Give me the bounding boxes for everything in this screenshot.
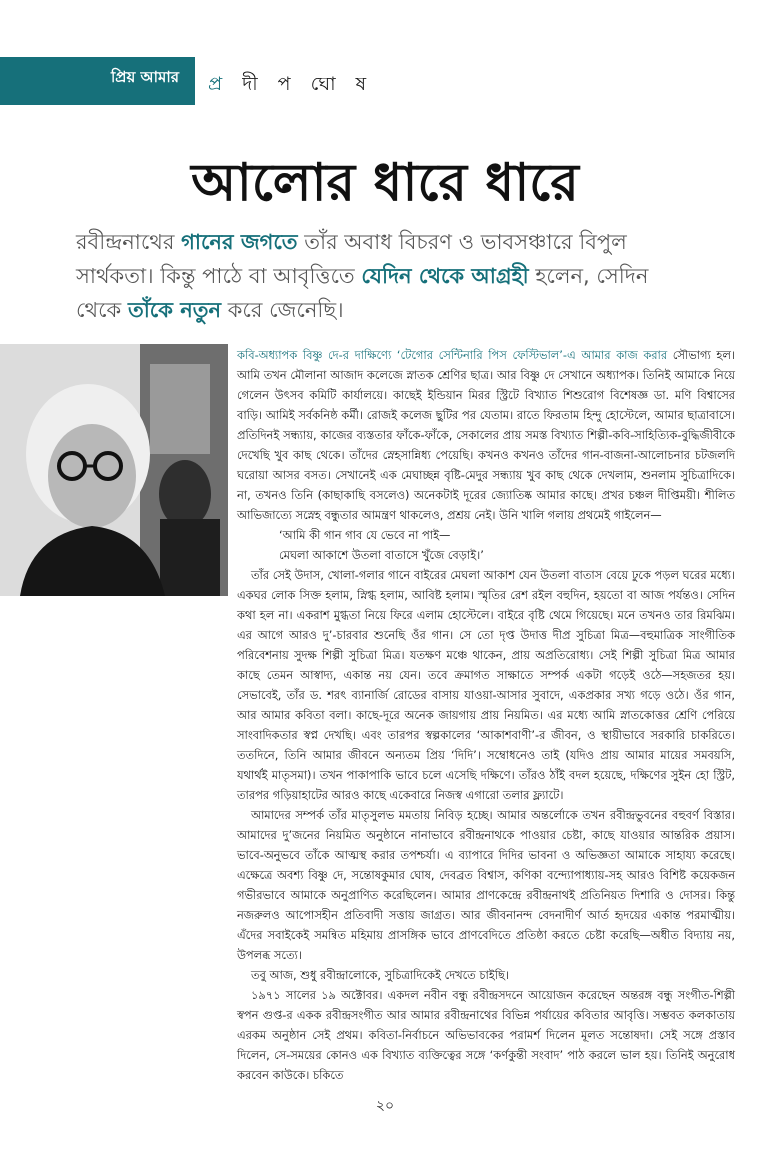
intro-text: রবীন্দ্রনাথের [76, 230, 182, 254]
article-body [237, 345, 735, 1085]
intro-text: তাঁর অবাধ বিচরণ ও ভাবসঞ্চারে বিপুল সার্থকতা। কিন্তু পাঠে বা আবৃত্তিতে [76, 230, 627, 288]
page-number: ২০ [375, 1098, 395, 1114]
section-label: প্রিয় আমার [111, 68, 179, 86]
intro-highlight: তাঁকে নতুন [127, 298, 222, 322]
intro-highlight: যেদিন থেকে আগ্রহী [361, 264, 529, 288]
paragraph-text: সৌভাগ্য হল। আমি তখন মৌলানা আজাদ কলেজে স্নাতক শ্রেণির ছাত্র। আর বিষ্ণু দে সেখানে অধ্যাপক। তিনিই আমাকে নিয়ে গেলেন উৎসব কমিটি কার্যালয়ে। কাছেই ইন্ডিয়ান মিরর স্ট্রিটে বিখ্যাত শিশুরোগ বিশেষজ্ঞ ডা. মণি বিশ্বাসের বাড়ি। আমিই সর্বকনিষ্ঠ কর্মী। রোজই কলেজ ছুটির পর যেতাম। রাতে ফিরতাম হিন্দু হোস্টেলে, আমার ছাত্রাবাসে। প্রতিদিনই সন্ধ্যায়, কাজের ব্যস্ততার ফাঁকে-ফাঁকে, সেকালের প্রায় সমস্ত বিখ্যাত শিল্পী-কবি-সাহিত্যিক-বুদ্ধিজীবীকে দেখেছি খুব কাছ থেকে। তাঁদের স্নেহসান্নিধ্য পেয়েছি। কখনও কখনও তাঁদের গান-বাজনা-আলোচনার চটজলদি ঘরোয়া আসর বসত। সেখানেই এক মেঘাচ্ছন্ন বৃষ্টি-মেদুর সন্ধ্যায় খুব কাছ থেকে দেখলাম, শুনলাম সুচিত্রাদিকে। না, তখনও তিনি (কাছাকাছি বসলেও) অনেকটাই দূরের জ্যোতিষ্ক আমার কাছে। প্রখর চঞ্চল দীপ্তিময়ী। শীলিত আভিজাত্যে সস্নেহ বন্ধুতার আমন্ত্রণ থাকলেও, প্রশ্রয় নেই। উনি খালি গলায় প্রথমেই গাইলেন— [237, 348, 735, 522]
body-paragraph [237, 345, 735, 525]
body-paragraph: ১৯৭১ সালের ১৯ অক্টোবর। একদল নবীন বন্ধু রবীন্দ্রসদনে আয়োজন করেছেন অন্তরঙ্গ বন্ধু সংগীত-শিল্পী স্বপন গুপ্ত-র একক রবীন্দ্রসংগীত আর আমার রবীন্দ্রনাথের বিভিন্ন পর্যায়ের কবিতার আবৃত্তি। সম্ভবত কলকাতায় এরকম অনুষ্ঠান সেই প্রথম। কবিতা-নির্বাচনে অভিভাবকের পরামর্শ দিলেন মূলত সন্তোষদা। সেই সঙ্গে প্রস্তাব দিলেন, সে-সময়ের কোনও এক বিখ্যাত ব্যক্তিত্বের সঙ্গে ‘কর্ণকুন্তী সংবাদ’ পাঠ করলে ভাল হয়। তিনিই অনুরোধ করবেন কাউকে। চকিতে [237, 988, 735, 1082]
body-paragraph: আমাদের সম্পর্ক তাঁর মাতৃসুলভ মমতায় নিবিড় হচ্ছে। আমার অন্তর্লোকে তখন রবীন্দ্রভুবনের বহুবর্ণ বিস্তার। আমাদের দু’জনের নিয়মিত অনুষ্ঠানে নানাভাবে রবীন্দ্রনাথকে পাওয়ার চেষ্টা, কাছে যাওয়ার আন্তরিক প্রয়াস। ভাবে-অনুভবে তাঁকে আত্মস্থ করার তপশ্চর্যা। এ ব্যাপারে দিদির ভাবনা ও অভিজ্ঞতা আমাকে সাহায্য করেছে। এক্ষেত্রে অবশ্য বিষ্ণু দে, সন্তোষকুমার ঘোষ, দেবব্রত বিশ্বাস, কণিকা বন্দ্যোপাধ্যায়-সহ আরও বিশিষ্ট কয়েকজন গভীরভাবে আমাকে অনুপ্রাণিত করেছিলেন। আমার প্রাণকেন্দ্রে রবীন্দ্রনাথই প্রতিনিয়ত দিশারি ও দোসর। কিন্তু নজরুলও আপোসহীন প্রতিবাদী সত্তায় জাগ্রত। আর জীবনানন্দ বেদনাদীর্ণ আর্ত হৃদয়ের একান্ত পরমাত্মীয়। এঁদের সবাইকেই সমন্বিত মহিমায় প্রাসঙ্গিক ভাবে প্রাণবেদিতে প্রতিষ্ঠা করতে চেষ্টা করেছি—অধীত বিদ্যায় নয়, উপলব্ধ সত্যে। [237, 808, 735, 962]
section-header-band [0, 57, 195, 105]
body-paragraph: তাঁর সেই উদাস, খোলা-গলার গানে বাইরের মেঘলা আকাশ যেন উতলা বাতাস বেয়ে ঢুকে পড়ল ঘরের মধ্যে। একঘর লোক সিক্ত হলাম, স্নিগ্ধ হলাম, আবিষ্ট হলাম। স্মৃতির রেশ রইল বহুদিন, হয়তো বা আজ পর্যন্তও। সেদিন কথা হল না। একরাশ মুগ্ধতা নিয়ে ফিরে এলাম হোস্টেলে। বাইরে বৃষ্টি থেমে গিয়েছে। মনে তখনও তার রিমঝিম। এর আগে আরও দু’-চারবার শুনেছি ওঁর গান। সে তো দৃপ্ত উদাত্ত দীপ্র সুচিত্রা মিত্র—বহুমাত্রিক সাংগীতিক পরিবেশনায় সুদক্ষ শিল্পী সুচিত্রা মিত্র। যতক্ষণ মঞ্চে থাকেন, প্রায় অপ্রতিরোধ্য। সেই শিল্পী সুচিত্রা মিত্র আমার কাছে তেমন আস্বাদ্য, একান্ত নয় যেন। তবে ক্রমাগত সাক্ষাতে সম্পর্ক একটা গড়েই ওঠে—সহজতর হয়। সেভাবেই, তাঁর ড. শরৎ ব্যানার্জি রোডের বাসায় যাওয়া-আসার সুবাদে, একপ্রকার সখ্য গড়ে ওঠে। ওঁর গান, আর আমার কবিতা বলা। কাছে-দূরে অনেক জায়গায় প্রায় নিয়মিত। এর মধ্যে আমি স্নাতকোত্তর শ্রেণি পেরিয়ে সাংবাদিকতার স্বপ্ন দেখছি। এবং তারপর স্বল্পকালের ‘আকাশবাণী’-র জীবন, ও স্থায়ীভাবে সরকারি চাকরিতে। ততদিনে, তিনি আমার জীবনে অন্যতম প্রিয় ‘দিদি’। সম্বোধনেও তাই (যদিও প্রায় আমার মায়ের সমবয়সি, যথার্থই মাতৃসমা)। তখন পাকাপাকি ভাবে চলে এসেছি দক্ষিণে। তাঁরও ঠাঁই বদল হয়েছে, দক্ষিণের সুইন হো স্ট্রিট, তারপর গড়িয়াহাটের আরও কাছে একেবারে নিজস্ব এগারো তলার ফ্ল্যাটে। [237, 568, 735, 802]
intro-text: করে জেনেছি। [221, 298, 344, 322]
poem-line: ‘আমি কী গান গাব যে ভেবে না পাই— [279, 528, 451, 542]
intro-paragraph [76, 225, 696, 327]
quoted-song-lines [237, 525, 735, 565]
author-name [208, 70, 373, 102]
article-title: আলোর ধারে ধারে [191, 152, 579, 213]
author-rest: দী প ঘো ষ [229, 73, 374, 95]
poem-line: মেঘলা আকাশে উতলা বাতাসে খুঁজে বেড়াই।’ [279, 548, 484, 562]
body-paragraph: তবু আজ, শুধু রবীন্দ্রালোকে, সুচিত্রাদিকেই দেখতে চাইছি। [251, 968, 509, 982]
portrait-photo [0, 344, 228, 596]
lead-in-text: কবি-অধ্যাপক বিষ্ণু দে-র দাক্ষিণ্যে ‘টেগোর সেন্টিনারি পিস ফেস্টিভাল’-এ আমার কাজ করার [237, 348, 668, 362]
intro-text: হলেন, সেদিন থেকে [76, 264, 649, 322]
portrait-illustration [0, 344, 228, 596]
author-initial: প্র [208, 73, 230, 95]
intro-highlight: গানের জগতে [181, 230, 298, 254]
